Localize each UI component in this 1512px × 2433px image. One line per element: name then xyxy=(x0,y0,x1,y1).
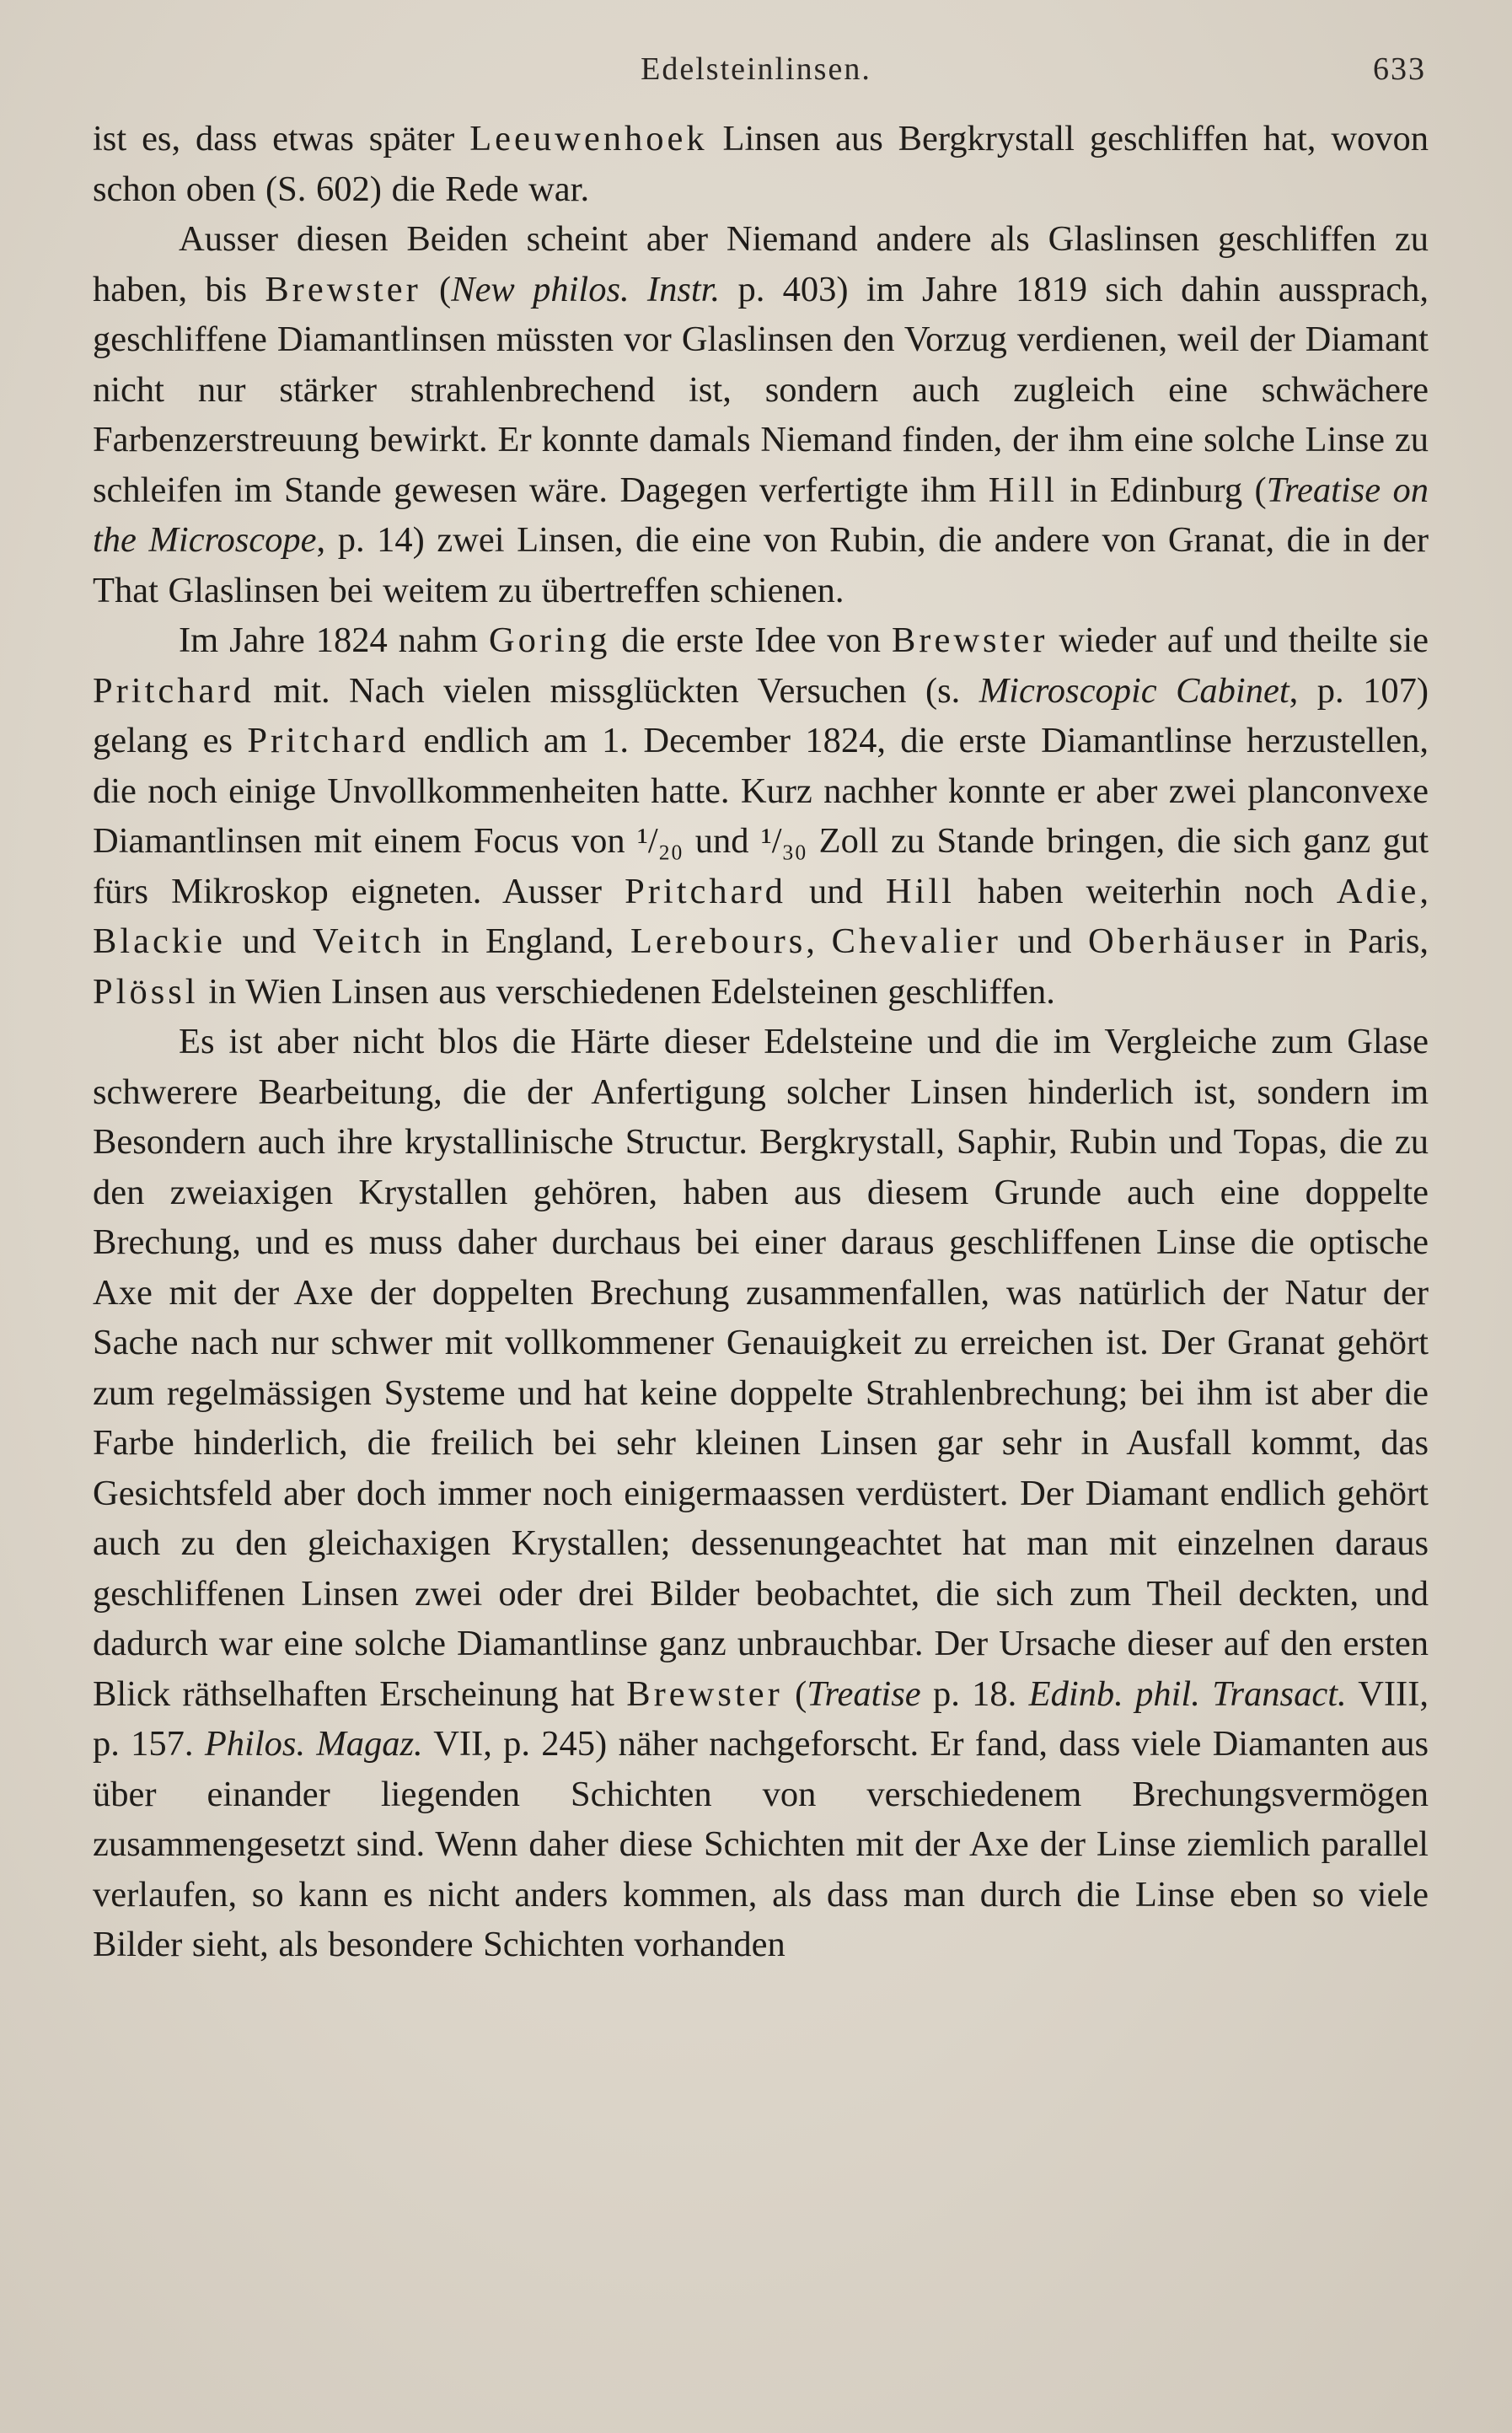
spaced-name: Brewster xyxy=(265,269,421,309)
text-run: endlich am 1. December 1824, die erste Diamantlinse herzustellen, die noch einige Unvollkommenheiten hatte. Kurz nachher konnte er aber zwei planconvexe Diamantlinsen mit einem Focus von ¹/₂₀ und ¹/₃₀ Zoll zu Stande bringen, die sich ganz gut fürs Mikroskop eigneten. Ausser xyxy=(93,721,1429,911)
spaced-name: Pritchard xyxy=(625,871,786,911)
spaced-name: Brewster xyxy=(626,1673,783,1714)
spaced-name: Blackie xyxy=(93,921,226,961)
page-number: 633 xyxy=(1373,51,1426,87)
spaced-name: Hill xyxy=(988,470,1058,510)
spaced-name: Plössl xyxy=(93,971,199,1012)
text-run: Linsen aus Bergkrystall geschliffen hat, wovon schon oben (S. 602) die Rede war. xyxy=(93,119,1429,209)
text-run: in England, xyxy=(424,921,630,961)
text-run: und xyxy=(785,871,886,911)
text-run: in Wien Linsen aus verschiedenen Edelsteinen geschliffen. xyxy=(198,971,1055,1012)
citation-italic: Edinb. phil. Transact. xyxy=(1028,1673,1347,1714)
spaced-name: Leeuwenhoek xyxy=(469,119,708,158)
spaced-name: Chevalier xyxy=(831,921,1001,961)
spaced-name: Veitch xyxy=(312,921,425,961)
body-text xyxy=(93,114,1429,1970)
text-run: VIII, p. 157. xyxy=(93,1673,1429,1764)
text-run: wieder auf und theilte sie xyxy=(1048,620,1429,660)
citation-italic: Treatise on the Microscope xyxy=(93,470,1429,560)
text-run: Ausser diesen Beiden scheint aber Niemand andere als Glaslinsen geschliffen zu haben, bis xyxy=(93,219,1429,309)
running-title: Edelsteinlinsen. xyxy=(641,51,871,87)
spaced-name: Adie xyxy=(1336,871,1420,911)
text-run: ( xyxy=(782,1673,807,1714)
text-run: , xyxy=(806,921,832,961)
paragraph xyxy=(93,114,1429,214)
paragraph xyxy=(93,214,1429,615)
text-run: und xyxy=(225,921,313,961)
spaced-name: Pritchard xyxy=(93,670,255,711)
spaced-name: Oberhäuser xyxy=(1088,921,1287,961)
spaced-name: Goring xyxy=(488,620,611,660)
text-run: die erste Idee von xyxy=(610,620,892,660)
text-run: p. 403) im Jahre 1819 sich dahin aussprach, geschliffene Diamantlinsen müssten vor Glaslinsen den Vorzug verdienen, weil der Diamant nicht nur stärker strahlenbrechend ist, sondern auch zugleich eine schwächere Farbenzerstreuung bewirkt. Er konnte damals Niemand finden, der ihm eine solche Linse zu schleifen im Stande gewesen wäre. Dagegen verfertigte ihm xyxy=(93,269,1429,510)
text-run: Es ist aber nicht blos die Härte dieser Edelsteine und die im Vergleiche zum Glase schwerere Bearbeitung, die der Anfertigung solcher Linsen hinderlich ist, sondern im Besondern auch ihre krystallinische Structur. Bergkrystall, Saphir, Rubin und Topas, die zu den zweiaxigen Krystallen gehören, haben aus diesem Grunde auch eine doppelte Brechung, und es muss daher durchaus bei einer daraus geschliffenen Linse die optische Axe mit der Axe der doppelten Brechung zusammenfallen, was natürlich der Natur der Sache nach nur schwer mit vollkommener Genauigkeit zu erreichen ist. Der Granat gehört zum regelmässigen Systeme und hat keine doppelte Strahlenbrechung; bei ihm ist aber die Farbe hinderlich, die freilich bei sehr kleinen Linsen gar sehr in Ausfall kommt, das Gesichtsfeld aber doch immer noch einigermaassen verdüstert. Der Diamant endlich gehört auch zu den gleichaxigen Krystallen; dessenungeachtet hat man mit einzelnen daraus geschliffenen Linsen zwei oder drei Bilder beobachtet, die sich zum Theil deckten, und dadurch war eine solche Diamantlinse ganz unbrauchbar. Der Ursache dieser auf den ersten Blick räthselhaften Erscheinung hat xyxy=(93,1022,1429,1714)
spaced-name: Lerebours xyxy=(630,921,807,961)
text-run: in Edinburg ( xyxy=(1057,470,1267,510)
paragraph xyxy=(93,615,1429,1017)
text-run: , xyxy=(1419,871,1429,911)
citation-italic: New philos. Instr. xyxy=(451,269,721,309)
citation-italic: Microscopic Cabinet xyxy=(979,670,1289,711)
spaced-name: Brewster xyxy=(891,620,1048,660)
text-run: mit. Nach vielen missglückten Versuchen (s. xyxy=(254,670,979,711)
citation-italic: Philos. Magaz. xyxy=(204,1724,423,1764)
spaced-name: Hill xyxy=(885,871,955,911)
citation-italic: Treatise xyxy=(807,1673,921,1714)
running-head xyxy=(0,44,1512,94)
text-run: ist es, dass etwas später xyxy=(93,119,470,158)
spaced-name: Pritchard xyxy=(247,721,410,760)
text-run: , p. 107) gelang es xyxy=(93,670,1429,760)
text-run: in Paris, xyxy=(1286,921,1429,961)
paragraph xyxy=(93,1017,1429,1970)
text-run: Im Jahre 1824 nahm xyxy=(179,620,489,660)
text-run: VII, p. 245) näher nachgeforscht. Er fand, dass viele Diamanten aus über einander liegenden Schichten von verschiedenem Brechungsvermögen zusammengesetzt sind. Wenn daher diese Schichten mit der Axe der Linse ziemlich parallel verlaufen, so kann es nicht anders kommen, als dass man durch die Linse eben so viele Bilder sieht, als besondere Schichten vorhanden xyxy=(93,1724,1429,1964)
text-run: und xyxy=(1000,921,1089,961)
text-run: haben weiterhin noch xyxy=(954,871,1337,911)
text-run: , p. 14) zwei Linsen, die eine von Rubin, die andere von Granat, die in der That Glaslinsen bei weitem zu übertreffen schienen. xyxy=(93,520,1429,610)
text-run: p. 18. xyxy=(920,1673,1029,1714)
text-run: ( xyxy=(421,269,452,309)
